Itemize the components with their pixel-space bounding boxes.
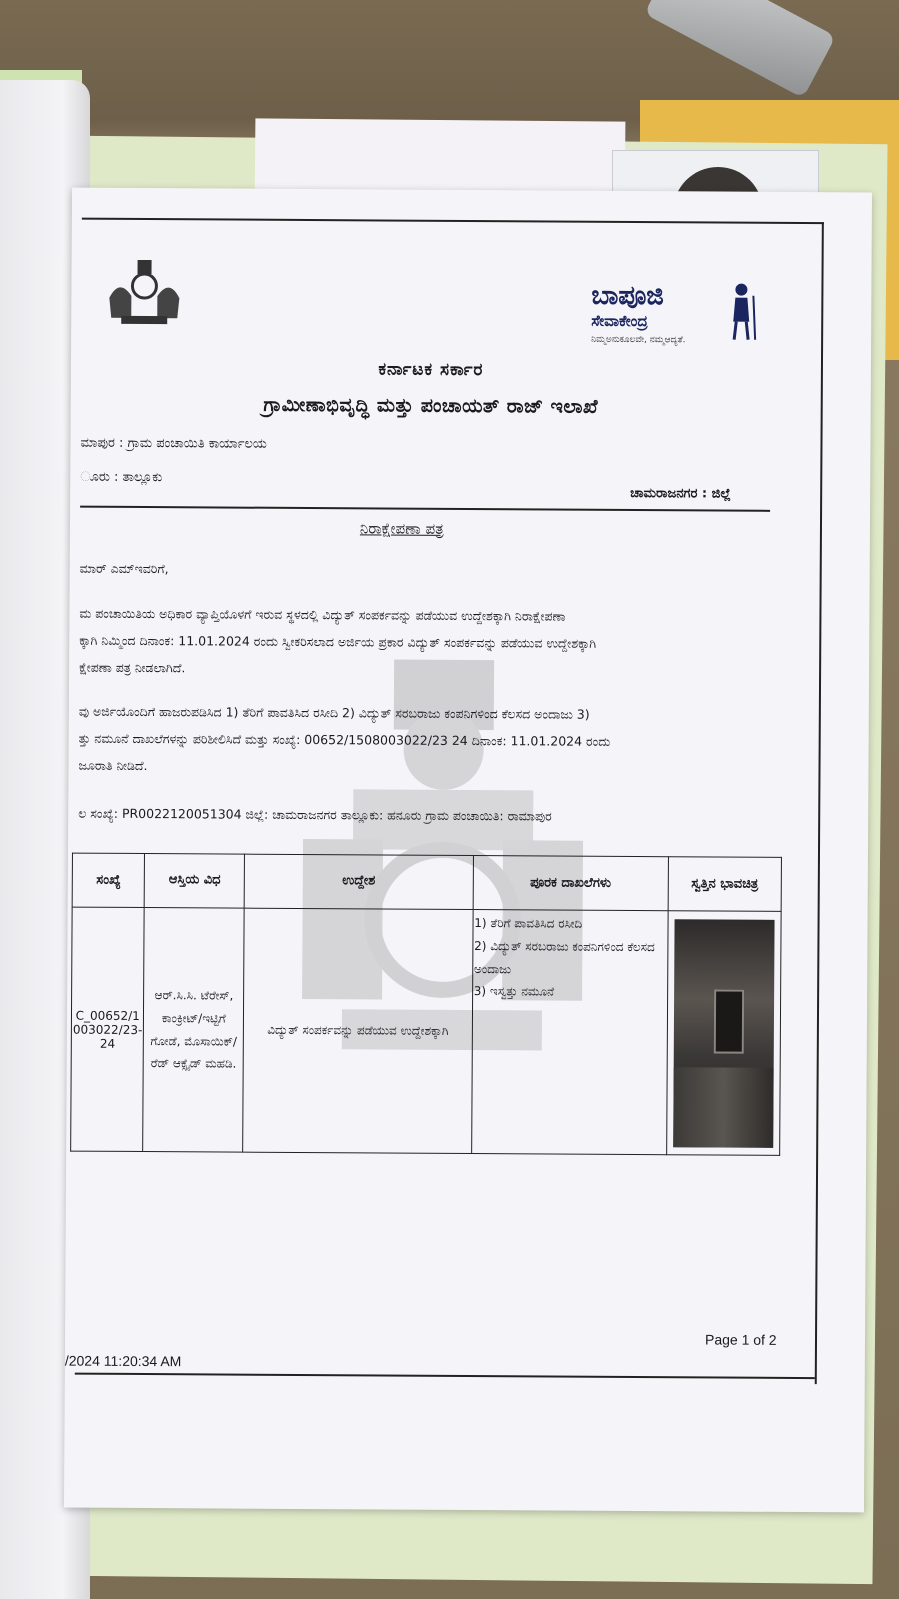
govt-heading: ಕರ್ನಾಟಕ ಸರ್ಕಾರ (378, 359, 484, 381)
document-item: 1) ತೆರಿಗೆ ಪಾವತಿಸಿದ ರಸೀದಿ (474, 916, 583, 931)
brand-subtitle: ಸೇವಾಕೇಂದ್ರ (591, 311, 648, 331)
metal-clip (644, 0, 836, 98)
noc-document (64, 188, 872, 1513)
reference-line: ಲ ಸಂಖ್ಯೆ: PR0022120051304 ಜಿಲ್ಲೆ: ಚಾಮರಾಜನಗರ ತಾಲ್ಲೂಕು: ಹನೂರು ಗ್ರಾಮ ಪಂಚಾಯಿತಿ: ರಾಮಾಪುರ (78, 805, 552, 824)
table-header-row (72, 853, 781, 911)
cell-purpose: ವಿದ್ಯುತ್ ಸಂಪರ್ಕವನ್ನು ಪಡೆಯುವ ಉದ್ದೇಶಕ್ಕಾಗಿ (243, 908, 473, 1153)
document-item: 2) ವಿದ್ಯುತ್ ಸರಬರಾಜು ಕಂಪನಿಗಳಿಂದ ಕೆಲಸದ ಅಂದಾಜು (473, 938, 655, 976)
col-documents: ಪೂರಕ ದಾಖಲೆಗಳು (473, 856, 669, 911)
cell-number: C_00652/1 003022/23- 24 (71, 907, 145, 1151)
document-item: 3) ಇಸ್ವತ್ತು ನಮೂನೆ (473, 984, 555, 999)
para2-line3: ಜೂರಾತಿ ನೀಡಿದೆ. (78, 757, 148, 774)
floor (673, 1067, 773, 1148)
col-property-type: ಆಸ್ತಿಯ ವಿಧ (145, 854, 245, 909)
karnataka-emblem-icon (99, 258, 189, 329)
document-title: ನಿರಾಕ್ಷೇಪಣಾ ಪತ್ರ (359, 519, 444, 538)
property-table (70, 853, 782, 1156)
district-line: ಚಾಮರಾಜನಗರ : ಜಿಲ್ಲೆ (630, 485, 731, 502)
bapuji-logo (591, 281, 811, 352)
brand-tagline: ನಿಮ್ಮಅನುಕೂಲವೇ, ನಮ್ಮಆದ್ಯತೆ. (591, 334, 686, 346)
salutation: ಮಾರ್ ಎಮ್‌ಇವರಿಗೆ, (79, 560, 169, 577)
para1-line2: ಕ್ಕಾಗಿ ನಿಮ್ಮಿಂದ ದಿನಾಂಕ: 11.01.2024 ರಂದು ಸ್ವೀಕರಿಸಲಾದ ಅರ್ಜಿಯ ಪ್ರಕಾರ ವಿದ್ಯುತ್ ಸಂಪರ್ಕವನ್ನು ಪಡೆಯುವ ಉದ್ದೇಶಕ್ಕಾಗಿ (79, 632, 597, 651)
col-photo: ಸ್ವತ್ತಿನ ಭಾವಚಿತ್ರ (668, 857, 781, 912)
cell-photo (667, 911, 782, 1156)
para1-line3: ಕ್ಷೇಪಣಾ ಪತ್ರ ನೀಡಲಾಗಿದೆ. (79, 659, 186, 676)
para2-line1: ವು ಅರ್ಜಿಯೊಂದಿಗೆ ಹಾಜರುಪಡಿಸಿದ 1) ತೆರಿಗೆ ಪಾವತಿಸಿದ ರಸೀದಿ 2) ವಿದ್ಯುತ್ ಸರಬರಾಜು ಕಂಪನಿಗಳಿಂದ ಕೆಲಸದ ಅಂದಾಜು 3) (78, 703, 590, 722)
page-number: Page 1 of 2 (704, 1331, 777, 1348)
col-number: ಸಂಖ್ಯೆ (72, 853, 145, 907)
taluk-line: ೂರು : ತಾಲ್ಲೂಕು (80, 469, 163, 486)
cell-property-type: ಆರ್.ಸಿ.ಸಿ. ಟೆರೇಸ್, ಕಾಂಕ್ರೀಟ್/ಇಟ್ಟಿಗೆ ಗೋಡೆ, ಮೊಸಾಯಿಕ್/ರೆಡ್ ಆಕ್ಸೈಡ್ ಮಹಡಿ. (143, 908, 244, 1153)
doorway (714, 989, 744, 1053)
department-heading: ಗ್ರಾಮೀಣಾಭಿವೃದ್ಧಿ ಮತ್ತು ಪಂಚಾಯತ್ ರಾಜ್ ಇಲಾಖೆ (263, 393, 599, 418)
col-purpose: ಉದ್ದೇಶ (244, 854, 473, 909)
print-timestamp: /2024 11:20:34 AM (64, 1352, 182, 1370)
gandhi-icon (721, 282, 761, 342)
para1-line1: ಮ ಪಂಚಾಯಿತಿಯ ಅಧಿಕಾರ ವ್ಯಾಪ್ತಿಯೊಳಗೆ ಇರುವ ಸ್ಥಳದಲ್ಲಿ ವಿದ್ಯುತ್ ಸಂಪರ್ಕವನ್ನು ಪಡೆಯುವ ಉದ್ದೇಶಕ್ಕಾಗಿ ನಿರಾಕ್ಷೇಪಣಾ (79, 605, 566, 624)
para2-line2: ತ್ತು ನಮೂನೆ ದಾಖಲೆಗಳನ್ನು ಪರಿಶೀಲಿಸಿದೆ ಮತ್ತು ಸಂಖ್ಯೆ: 00652/1508003022/23 24 ದಿನಾಂಕ: 11.01.2024 ರಂದು (78, 730, 611, 749)
brand-name: ಬಾಪೂಜಿ (591, 280, 664, 312)
table-row (71, 907, 781, 1155)
cell-documents (471, 910, 668, 1155)
office-line: ಮಾಪುರ : ಗ್ರಾಮ ಪಂಚಾಯಿತಿ ಕಾರ್ಯಾಲಯ (80, 435, 267, 452)
property-photo (673, 919, 774, 1148)
